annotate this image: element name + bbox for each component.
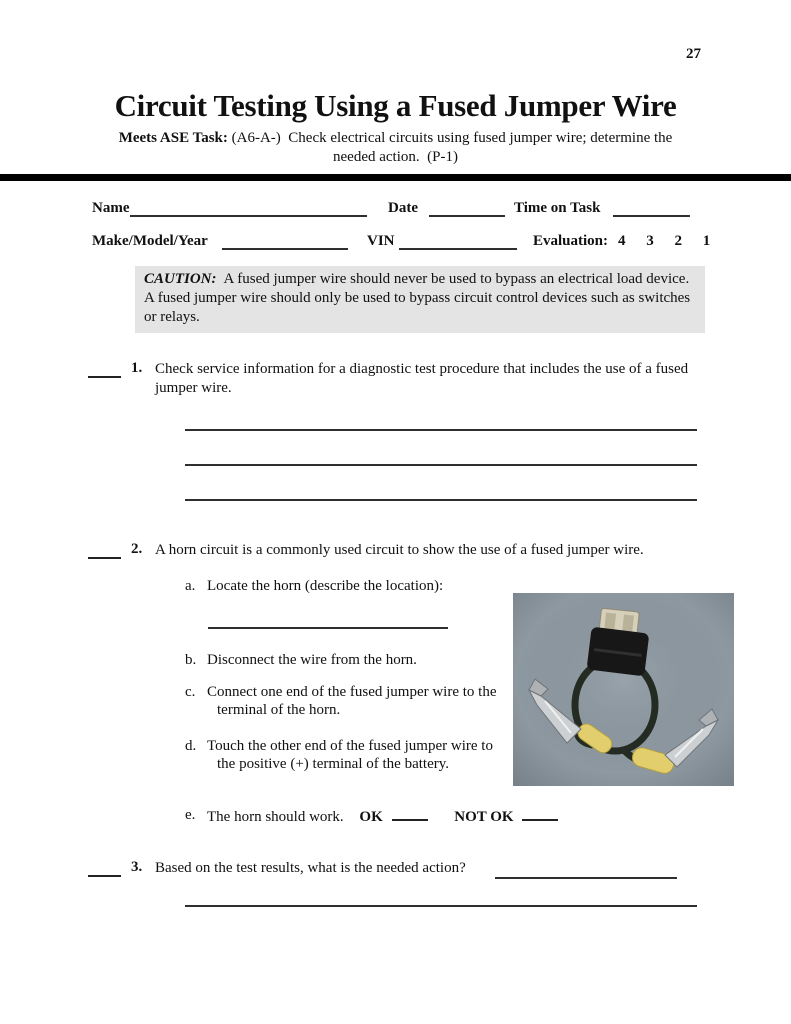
step-b (185, 651, 517, 669)
step-e (185, 806, 563, 826)
question-3-score-blank (88, 875, 121, 877)
question-1-score-blank (88, 376, 121, 378)
question-1-answer-line-2 (185, 464, 697, 466)
step-a-text: Locate the horn (describe the location): (207, 578, 444, 594)
step-c-text: Connect one end of the fused jumper wire to the terminal of the horn. (207, 684, 501, 718)
step-a-letter: a. (185, 578, 196, 594)
ase-task-text-continued: needed action. (P-1) (333, 149, 458, 165)
step-d (185, 737, 499, 773)
page-number: 27 (686, 46, 701, 62)
name-field-label: Name (92, 200, 130, 216)
step-a (185, 577, 517, 595)
step-b-letter: b. (185, 652, 197, 668)
question-1-answer-line-3 (185, 499, 697, 501)
question-2-text: A horn circuit is a commonly used circuit to show the use of a fused jumper wire. (155, 542, 644, 558)
step-d-letter: d. (185, 738, 197, 754)
question-3-text: Based on the test results, what is the needed action? (155, 860, 466, 876)
step-c-letter: c. (185, 684, 196, 700)
not-ok-label: NOT OK (454, 809, 514, 825)
question-3-answer-line-2 (185, 905, 697, 907)
question-3-number: 3. (131, 859, 143, 875)
worksheet-title: Circuit Testing Using a Fused Jumper Wire (114, 88, 677, 123)
step-e-letter: e. (185, 807, 196, 823)
vin-label: VIN (367, 233, 395, 249)
ase-task-line (0, 130, 791, 147)
date-field-line (429, 215, 505, 217)
fused-jumper-wire-illustration (513, 593, 734, 786)
step-c (185, 683, 499, 719)
ok-label: OK (359, 809, 383, 825)
step-d-text: Touch the other end of the fused jumper wire to the positive (+) terminal of the battery. (207, 738, 497, 772)
caution-box (135, 266, 705, 333)
ase-task-label: Meets ASE Task: (118, 130, 228, 146)
fuse-holder (587, 627, 650, 677)
evaluation-value-1: 1 (702, 233, 711, 249)
step-e-text: The horn should work. (207, 809, 344, 825)
not-ok-answer-blank (522, 806, 558, 821)
question-3-answer-line-1 (495, 877, 677, 879)
evaluation-value-2: 2 (674, 233, 682, 249)
vin-line (399, 248, 517, 250)
step-a-answer-line (208, 627, 448, 629)
make-model-year-line (222, 248, 348, 250)
evaluation-scale (618, 233, 710, 250)
evaluation-value-3: 3 (646, 233, 654, 249)
time-on-task-line (613, 215, 690, 217)
question-1-answer-line-1 (185, 429, 697, 431)
time-on-task-label: Time on Task (514, 200, 601, 216)
step-b-text: Disconnect the wire from the horn. (207, 652, 417, 668)
question-1-number: 1. (131, 360, 143, 376)
ok-answer-blank (392, 806, 428, 821)
name-field-line (130, 215, 367, 217)
caution-label: CAUTION: (144, 271, 217, 287)
make-model-year-label: Make/Model/Year (92, 233, 208, 249)
caution-text: A fused jumper wire should never be used to bypass an electrical load device. A fused jumper wire should only be used to bypass circuit control devices such as switches or relays. (144, 271, 696, 325)
evaluation-label: Evaluation: (533, 233, 609, 249)
ase-task-text: (A6-A-) Check electrical circuits using fused jumper wire; determine the (231, 130, 673, 146)
question-2-number: 2. (131, 541, 143, 557)
date-field-label: Date (388, 200, 418, 216)
question-1-text: Check service information for a diagnostic test procedure that includes the use of a fused jumper wire. (155, 361, 692, 396)
evaluation-value-4: 4 (618, 233, 626, 249)
fused-jumper-wire-photo (513, 593, 734, 786)
question-2-score-blank (88, 557, 121, 559)
divider-bar (0, 174, 791, 181)
